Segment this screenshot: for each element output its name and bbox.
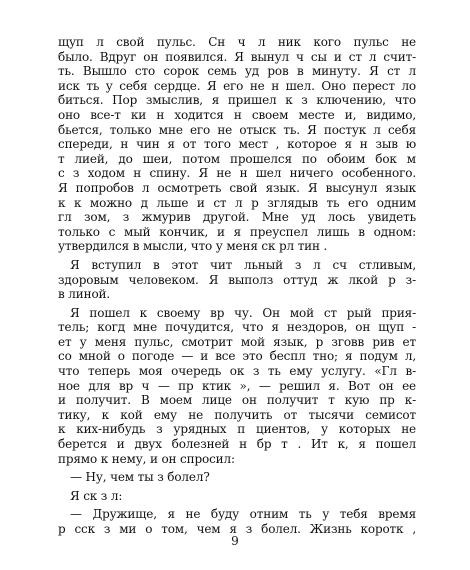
body-text (58, 35, 416, 541)
text-line: т лией, до шеи, потом прошелся по обоим бок м (58, 151, 416, 166)
text-line: в линой. (58, 287, 111, 302)
text-line: к к можно д льше и ст л р зглядыв ть его одним (58, 195, 416, 210)
text-line: щуп л свой пульс. Сн ч л ник кого пульс не (58, 35, 416, 49)
paragraph-5 (58, 489, 416, 504)
text-line: ет у меня пульс, смотрит мой язык, р зговв рив ет (58, 334, 416, 349)
text-line: к ких-нибудь з урядных п циентов, у которых не (58, 422, 416, 437)
text-line: было. Вдруг он появился. Я вынул ч сы и ст л счит- (58, 49, 416, 64)
text-line: что теперь моя очередь ок з ть ему услугу. «Гл в- (58, 364, 416, 379)
text-line: спереди, н чин я от того мест , которое я н зыв ю (58, 137, 416, 152)
text-line: биться. Пор змыслив, я пришел к з ключению, что (58, 93, 416, 108)
page-number: 9 (231, 534, 239, 548)
text-line: Я ск з л: (70, 488, 123, 503)
paragraph-4 (58, 470, 416, 485)
text-line: прямо к нему, и он спросил: (58, 451, 235, 466)
text-line: р сск з ми о том, чем я з болел. Жизнь коротк , (58, 522, 416, 536)
paragraph-3 (58, 306, 416, 467)
text-line: с з ходом н спину. Я не н шел ничего особенного. (58, 166, 416, 181)
text-line: тику, к кой ему не получить от тысячи семисот (58, 407, 416, 422)
text-line: здоровым человеком. Я выполз оттуд ж лкой р з- (58, 272, 416, 287)
text-line: гл зом, з жмурив другой. Мне уд лось увидеть (58, 210, 416, 225)
text-line: иск ть у себя сердце. Я его не н шел. Оно перест ло (58, 78, 416, 93)
paragraph-2 (58, 258, 416, 302)
text-line: Я пошел к своему вр чу. Он мой ст рый прия- (70, 305, 416, 320)
text-line: бьется, только мне его не отыск ть. Я постук л себя (58, 122, 416, 137)
text-line: и получит. В моем лице он получит т кую пр к- (58, 393, 416, 408)
text-line: оно все-т ки н ходится н своем месте и, видимо, (58, 107, 416, 122)
text-line: Я попробов л осмотреть свой язык. Я высунул язык (58, 180, 416, 195)
text-line: тель; когд мне почудится, что я нездоров, он щуп - (58, 320, 416, 335)
text-line: — Ну, чем ты з болел? (70, 470, 210, 485)
text-line: ное для вр ч — пр ктик », — решил я. Вот он ее (58, 378, 416, 393)
text-line: ть. Вышло сто сорок семь уд ров в минуту. Я ст л (58, 64, 416, 79)
paragraph-1 (58, 35, 416, 254)
text-line: со мной о погоде — и все это беспл тно; я подум л, (58, 349, 416, 364)
text-line: — Дружище, я не буду отним ть у тебя время (70, 507, 416, 522)
text-line: Я вступил в этот чит льный з л сч стливым, (70, 257, 416, 272)
text-line: только с мый кончик, и я преуспел лишь в одном: (58, 224, 416, 239)
text-line: утвердился в мысли, что у меня ск рл тин . (58, 239, 328, 254)
text-line: берется и двух болезней н бр т . Ит к, я пошел (58, 437, 416, 452)
paragraph-6 (58, 507, 416, 536)
